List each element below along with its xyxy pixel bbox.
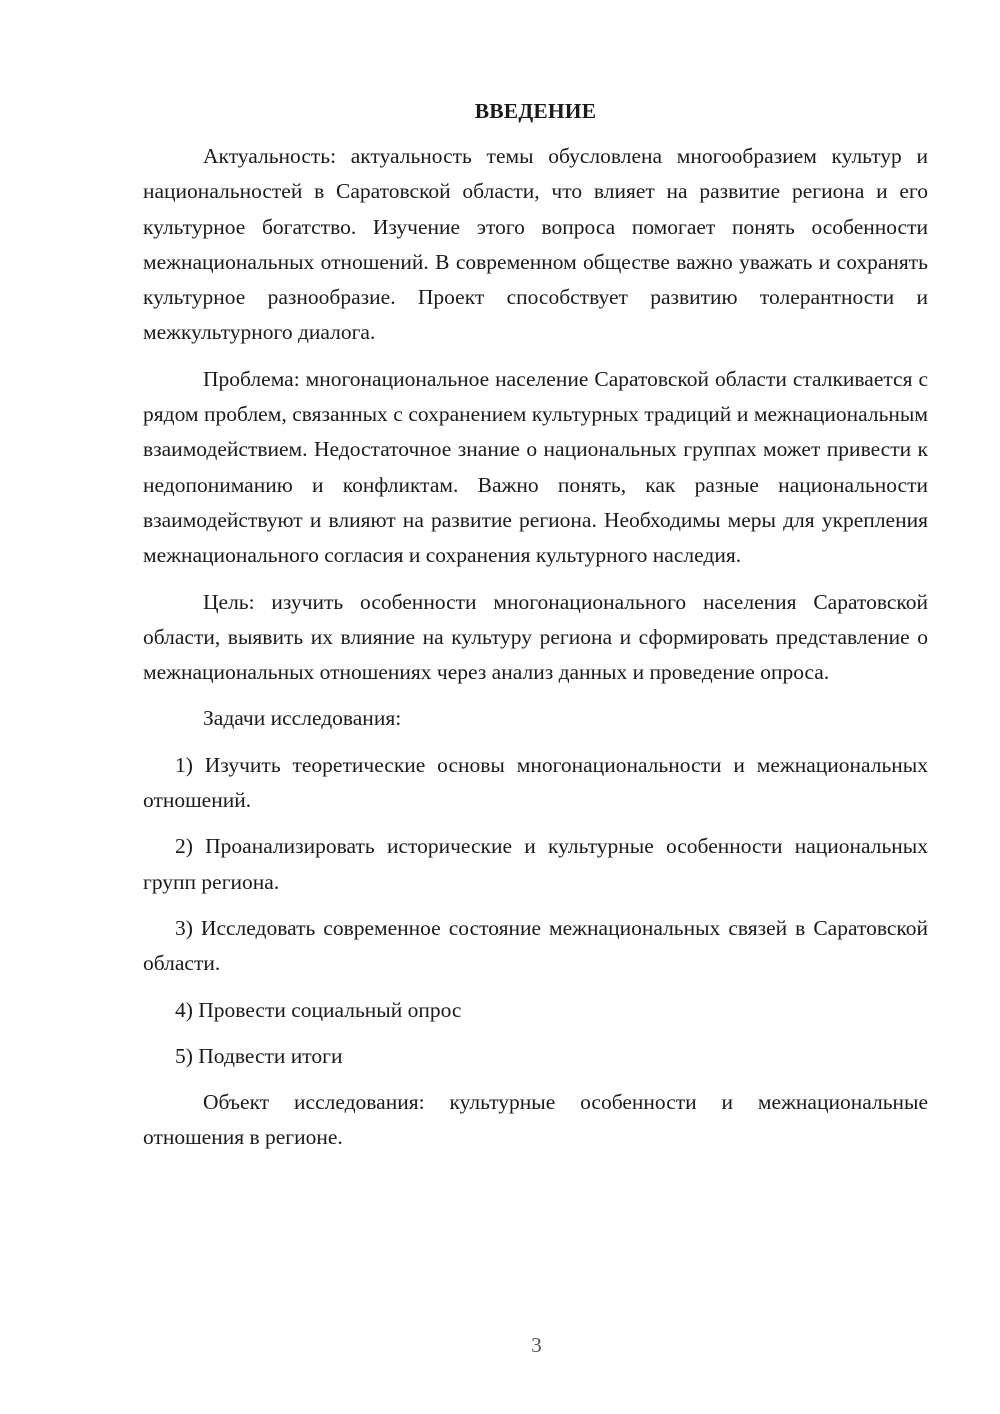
page-content: [143, 94, 928, 1167]
object-paragraph: Объект исследования: культурные особенности и межнациональные отношения в регионе.: [143, 1090, 928, 1150]
task-item: 1) Изучить теоретические основы многонациональности и межнациональных отношений.: [143, 752, 928, 813]
section-title: ВВЕДЕНИЕ: [474, 99, 597, 123]
task-item: 2) Проанализировать исторические и культурные особенности национальных групп региона.: [143, 834, 928, 894]
problem-paragraph: Проблема: многонациональное население Саратовской области сталкивается с рядом проблем, связанных с сохранением культурных традиций и межнациональным взаимодействием. Недостаточное знание о национальных группах может привести к недопониманию и конфликтам. Важно понять, как разные национальности взаимодействуют и влияют на развитие региона. Необходимы меры для укрепления межнационального согласия и сохранения культурного наследия.: [143, 366, 928, 568]
task-item: 4) Провести социальный опрос: [175, 997, 462, 1022]
relevance-paragraph: Актуальность: актуальность темы обусловлена многообразием культур и национальностей в Саратовской области, что влияет на развитие региона и его культурное богатство. Изучение этого вопроса помогает понять особенности межнациональных отношений. В современном обществе важно уважать и сохранять культурное разнообразие. Проект способствует развитию толерантности и межкультурного диалога.: [143, 144, 928, 345]
tasks-heading: Задачи исследования:: [203, 706, 402, 731]
goal-paragraph: Цель: изучить особенности многонационального населения Саратовской области, выявить их влияние на культуру региона и сформировать представление о межнациональных отношениях через анализ данных и проведение опроса.: [143, 589, 928, 685]
task-item: 5) Подвести итоги: [175, 1043, 343, 1068]
page-number: 3: [531, 1333, 542, 1357]
task-item: 3) Исследовать современное состояние межнациональных связей в Саратовской области.: [143, 915, 928, 976]
